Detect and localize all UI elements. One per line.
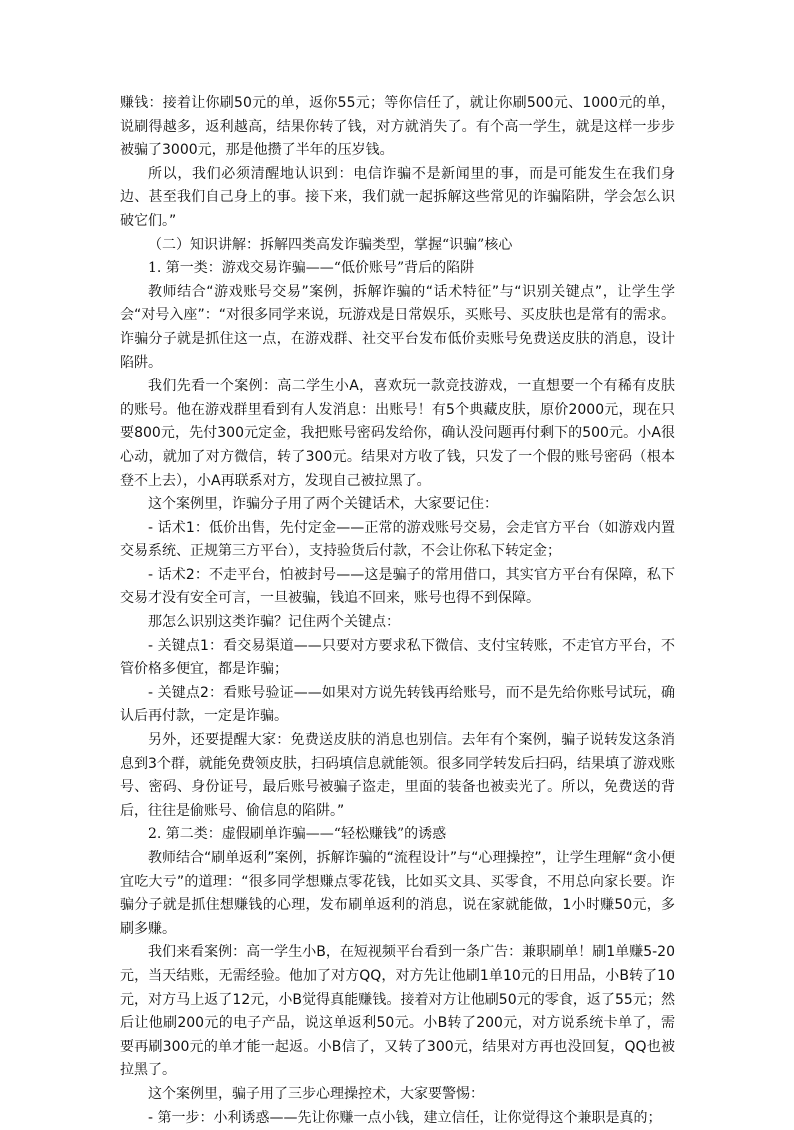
paragraph: - 第一步：小利诱惑——先让你赚一点小钱，建立信任，让你觉得这个兼职是真的；	[148, 1109, 662, 1126]
paragraph: - 关键点1：看交易渠道——只要对方要求私下微信、支付宝转账，不走官方平台，不管价格多便宜，都是诈骗；	[120, 637, 675, 678]
section-heading: （二）知识讲解：拆解四类高发诈骗类型，掌握“识骗”核心	[148, 236, 513, 253]
paragraph: 我们来看案例：高一学生小B，在短视频平台看到一条广告：兼职刷单！刷1单赚5-20元，当天结账，无需经验。他加了对方QQ，对方先让他刷1单10元的日用品，小B转了10元，对方马上返了12元，小B觉得真能赚钱。接着对方让他刷50元的零食，返了55元；然后让他刷200元的电子产品，说这单返利50元。小B转了200元，对方说系统卡单了，需要再刷300元的单才能一起返。小B信了，又转了300元，结果对方再也没回复，QQ也被拉黑了。	[120, 944, 675, 1079]
paragraph: 这个案例里，骗子用了三步心理操控术，大家要警惕：	[148, 1085, 484, 1102]
paragraph: - 关键点2：看账号验证——如果对方说先转钱再给账号，而不是先给你账号试玩，确认后再付款，一定是诈骗。	[120, 684, 675, 725]
document-page	[120, 92, 675, 1130]
paragraph: 这个案例里，诈骗分子用了两个关键话术，大家要记住：	[148, 496, 498, 513]
paragraph: - 话术2：不走平台，怕被封号——这是骗子的常用借口，其实官方平台有保障，私下交易才没有安全可言，一旦被骗，钱追不回来，账号也得不到保障。	[120, 566, 675, 607]
section-heading: 2. 第二类：虚假刷单诈骗——“轻松赚钱”的诱惑	[148, 826, 447, 843]
paragraph: 教师结合“游戏账号交易”案例，拆解诈骗的“话术特征”与“识别关键点”，让学生学会“对号入座”：“对很多同学来说，玩游戏是日常娱乐，买账号、买皮肤也是常有的需求。诈骗分子就是抓住这一点，在游戏群、社交平台发布低价卖账号免费送皮肤的消息，设计陷阱。	[120, 283, 675, 371]
paragraph: 另外，还要提醒大家：免费送皮肤的消息也别信。去年有个案例，骗子说转发这条消息到3个群，就能免费领皮肤，扫码填信息就能领。很多同学转发后扫码，结果填了游戏账号、密码、身份证号，最后账号被骗子盗走，里面的装备也被卖光了。所以，免费送的背后，往往是偷账号、偷信息的陷阱。”	[120, 732, 675, 819]
paragraph: 所以，我们必须清醒地认识到：电信诈骗不是新闻里的事，而是可能发生在我们身边、甚至我们自己身上的事。接下来，我们就一起拆解这些常见的诈骗陷阱，学会怎么识破它们。”	[120, 165, 675, 229]
section-heading: 1. 第一类：游戏交易诈骗——“低价账号”背后的陷阱	[148, 260, 475, 277]
paragraph: 我们先看一个案例：高二学生小A，喜欢玩一款竞技游戏，一直想要一个有稀有皮肤的账号。他在游戏群里看到有人发消息：出账号！有5个典藏皮肤，原价2000元，现在只要800元，先付300元定金，我把账号密码发给你，确认没问题再付剩下的500元。小A很心动，就加了对方微信，转了300元。结果对方收了钱，只发了一个假的账号密码（根本登不上去），小A再联系对方，发现自己被拉黑了。	[120, 378, 675, 489]
paragraph: 那怎么识别这类诈骗？记住两个关键点：	[148, 614, 400, 631]
paragraph: - 话术1：低价出售，先付定金——正常的游戏账号交易，会走官方平台（如游戏内置交易系统、正规第三方平台），支持验货后付款，不会让你私下转定金；	[120, 519, 675, 560]
paragraph: 教师结合“刷单返利”案例，拆解诈骗的“流程设计”与“心理操控”，让学生理解“贪小便宜吃大亏”的道理：“很多同学想赚点零花钱，比如买文具、买零食，不用总向家长要。诈骗分子就是抓住想赚钱的心理，发布刷单返利的消息，说在家就能做，1小时赚50元，多刷多赚。	[120, 850, 675, 937]
paragraph: 赚钱：接着让你刷50元的单，返你55元；等你信任了，就让你刷500元、1000元的单，说刷得越多，返利越高，结果你转了钱，对方就消失了。有个高一学生，就是这样一步步被骗了3000元，那是他攒了半年的压岁钱。	[120, 95, 675, 159]
